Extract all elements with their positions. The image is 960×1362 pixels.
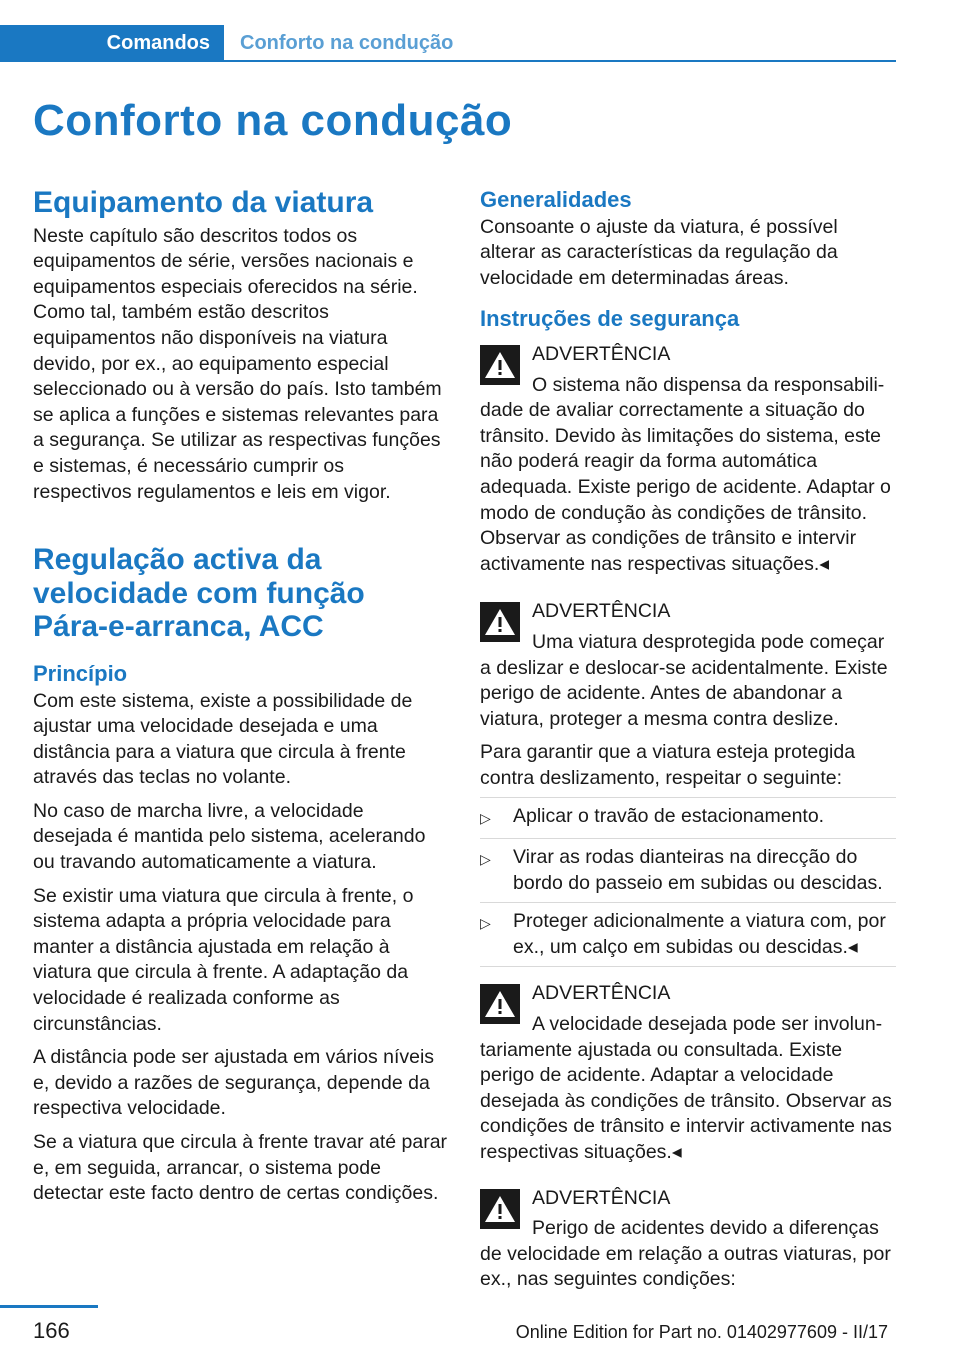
heading-equipamento: Equipamento da viatura <box>33 186 374 219</box>
warning-label: ADVERTÊNCIA <box>532 1186 671 1209</box>
safety-list <box>480 797 896 967</box>
list-item: ▷ Virar as rodas dianteiras na direcção do bordo do passeio em subidas ou descidas. <box>480 838 896 902</box>
heading-generalidades: Generalidades <box>480 187 632 212</box>
warning-label: ADVERTÊNCIA <box>532 600 671 623</box>
left-column <box>33 186 448 1207</box>
warning-text: a deslizar e deslocar-se acidentalmente. Existe perigo de acidente. Antes de abandonar a viatura, proteger a mesma contra deslize. <box>480 656 888 730</box>
paragraph-principio-4: A distância pode ser ajustada em vários níveis e, devido a razões de segurança, depende da respectiva velocidade. <box>33 1046 435 1120</box>
triangle-bullet-icon: ▷ <box>480 851 491 868</box>
warning-triangle-icon <box>480 984 520 1024</box>
warning-text: de velocidade em relação a outras viaturas, por ex., nas seguintes condições: <box>480 1242 891 1291</box>
paragraph-generalidades: Consoante o ajuste da viatura, é possível alterar as características da regulação da velocidade em determinadas áreas. <box>480 215 838 289</box>
page-header <box>0 25 896 61</box>
warning-4 <box>480 1186 896 1293</box>
paragraph-garantir: Para garantir que a viatura esteja protegida contra deslizamento, respeitar o seguinte: <box>480 741 856 789</box>
warning-text-start: A velocidade desejada pode ser involun- <box>532 1013 883 1036</box>
warning-label: ADVERTÊNCIA <box>532 342 671 365</box>
list-item: ▷ Proteger adicionalmente a viatura com, por ex., um calço em subidas ou descidas.◂ <box>480 902 896 967</box>
paragraph-equipamento: Neste capítulo são descritos todos os equipamentos de série, versões nacionais e equipamentos especiais oferecidos na série. Como tal, também estão descritos equipamentos não disponíveis na viatura devido, por ex., ao equipamento especial seleccionado ou à versão do país. Isto também se aplica a funções e sistemas relevantes para a segurança. Se utilizar as respectivas funções e sistemas, é necessário cumprir os respectivos regulamentos e leis em vigor. <box>33 224 442 503</box>
warning-text: dade de avaliar correctamente a situação do trânsito. Devido às limitações do sistema, este não poderá reagir da forma automática adequada. Existe perigo de acidente. Adaptar o modo de condução às condições de trânsito. Observar as condições de trânsito e intervir activamente nas respectivas situações.◂ <box>480 399 891 575</box>
chapter-title: Conforto na condução <box>33 96 513 145</box>
warning-3 <box>480 981 896 1165</box>
triangle-bullet-icon: ▷ <box>480 810 491 827</box>
paragraph-principio-2: No caso de marcha livre, a velocidade desejada é mantida pelo sistema, acelerando ou travando automaticamente a viatura. <box>33 799 426 874</box>
list-item: ▷ Aplicar o travão de estacionamento. <box>480 797 896 838</box>
warning-triangle-icon <box>480 1189 520 1229</box>
warning-1 <box>480 342 896 577</box>
warning-text: tariamente ajustada ou consultada. Existe perigo de acidente. Adaptar a velocidade desejada às condições de trânsito. Observar as condições de trânsito e intervir activamente nas respectivas situações.◂ <box>480 1038 892 1163</box>
warning-2 <box>480 599 896 732</box>
heading-acc: Regulação activa da velocidade com função Pára-e-arranca, ACC <box>33 543 365 644</box>
warning-text-start: O sistema não dispensa da responsabili- <box>532 373 885 396</box>
paragraph-principio-3: Se existir uma viatura que circula à frente, o sistema adapta a própria velocidade para manter a distância ajustada em relação à viatura que circula à frente. A adaptação da velocidade é realizada conforme as circunstâncias. <box>33 884 414 1035</box>
paragraph-principio-1: Com este sistema, existe a possibilidade de ajustar uma velocidade desejada e uma distância para a viatura que circula à frente através das teclas no volante. <box>33 689 413 789</box>
heading-principio: Princípio <box>33 660 128 686</box>
warning-text-start: Perigo de acidentes devido a diferenças <box>532 1217 879 1240</box>
footer-rule <box>0 1305 98 1308</box>
tab-conforto[interactable]: Conforto na condução <box>240 32 454 54</box>
tab-comandos[interactable]: Comandos <box>0 25 224 62</box>
triangle-bullet-icon: ▷ <box>480 915 491 932</box>
warning-triangle-icon <box>480 602 520 642</box>
warning-text-start: Uma viatura desprotegida pode começar <box>532 630 885 653</box>
paragraph-principio-5: Se a viatura que circula à frente travar até parar e, em seguida, arrancar, o sistema pode detectar este facto dentro de certas condições. <box>33 1131 448 1205</box>
warning-label: ADVERTÊNCIA <box>532 982 671 1005</box>
edition-note: Online Edition for Part no. 01402977609 - II/17 <box>515 1322 888 1342</box>
warning-triangle-icon <box>480 345 520 385</box>
page-number: 166 <box>33 1318 70 1343</box>
heading-seguranca: Instruções de segurança <box>480 306 740 332</box>
header-rule <box>0 60 896 62</box>
right-column <box>480 186 896 1293</box>
